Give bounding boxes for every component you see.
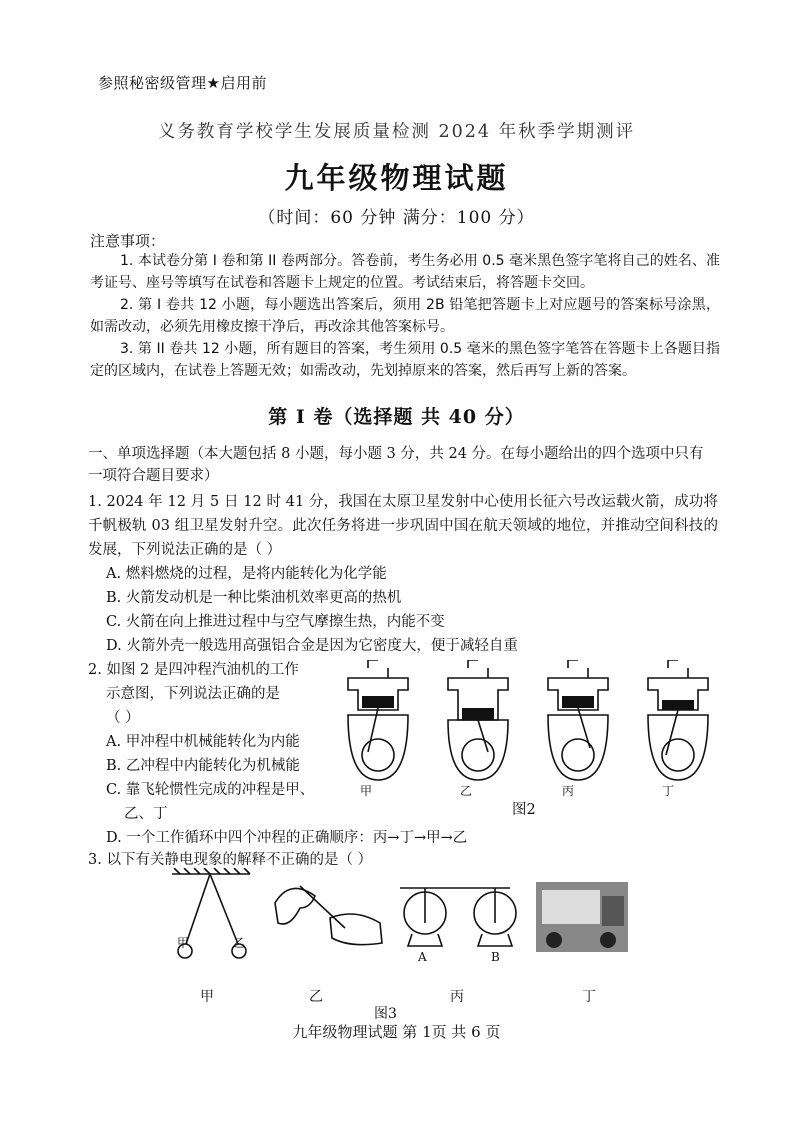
note-item: 2. 第 I 卷共 12 小题，每小题选出答案后，须用 2B 铅笔把答题卡上对应题号的答案标号涂黑，如需改动，必须先用橡皮擦干净后，再改涂其他答案标号。 <box>90 297 720 335</box>
q2-option-b: B. 乙冲程中内能转化为机械能 <box>106 758 300 774</box>
page-footer: 九年级物理试题 第 1页 共 6 页 <box>292 1023 501 1041</box>
electroscope-label-b: B <box>491 950 500 964</box>
engine-label-bing: 丙 <box>562 784 575 798</box>
panel-label-ding: 丁 <box>582 989 596 1005</box>
question-2-stem-line3: （ ） <box>106 710 140 726</box>
q2-option-d: D. 一个工作循环中四个冲程的正确顺序：丙→丁→甲→乙 <box>106 830 468 846</box>
panel-label-jia: 甲 <box>200 989 214 1005</box>
q1-option-d: D. 火箭外壳一般选用高强铝合金是因为它密度大，便于减轻自重 <box>106 638 518 654</box>
q2-option-a: A. 甲冲程中机械能转化为内能 <box>106 734 300 750</box>
figure-2-caption: 图2 <box>512 802 536 818</box>
q2-option-c-cont: 乙、丁 <box>124 806 168 822</box>
page-title: 九年级物理试题 <box>284 161 509 195</box>
q2-option-c: C. 靠飞轮惯性完成的冲程是甲、 <box>106 782 315 798</box>
notes-heading: 注意事项： <box>90 232 166 250</box>
question-2-stem-line1: 2. 如图 2 是四冲程汽油机的工作 <box>88 662 299 678</box>
engine-ding <box>648 660 708 780</box>
electroscope-label-a: A <box>418 950 427 964</box>
secret-label: 参照秘密级管理★启用前 <box>98 74 267 92</box>
note-item: 3. 第 II 卷共 12 小题，所有题目的答案，考生须用 0.5 毫米的黑色签字笔答在答题卡上各题目指定的区域内，在试卷上答题无效；如需改动，先划掉原来的答案，然后再写上新的答案。 <box>90 341 720 379</box>
q1-option-b: B. 火箭发动机是一种比柴油机效率更高的热机 <box>106 590 402 606</box>
note-item: 1. 本试卷分第 I 卷和第 II 卷两部分。答卷前，考生务必用 0.5 毫米黑色签字笔将自己的姓名、准考证号、座号等填写在试卷和答题卡上规定的位置。考试结束后，将答题卡交回。 <box>90 253 720 291</box>
engine-bing <box>548 660 608 780</box>
time-score: （时间：60 分钟 满分：100 分） <box>258 208 535 228</box>
engine-label-yi: 乙 <box>460 784 473 798</box>
question-1-stem: 1. 2024 年 12 月 5 日 12 时 41 分，我国在太原卫星发射中心使用长征六号改运载火箭，成功将千帆极轨 03 组卫星发射升空。此次任务将进一步巩固中国在航天领域的地位，并推动空间科技的发展，下列说法正确的是（ ） <box>88 494 718 558</box>
ball-label-jia: 甲 <box>177 936 190 950</box>
panel-bing-drawing <box>400 888 516 946</box>
q1-option-c: C. 火箭在向上推进过程中与空气摩擦生热，内能不变 <box>106 614 445 630</box>
part-title: 第 I 卷（选择题 共 40 分） <box>268 406 525 428</box>
ball-label-yi: 乙 <box>233 936 246 950</box>
question-2-stem-line2: 示意图，下列说法正确的是 <box>106 686 280 702</box>
panel-label-bing: 丙 <box>450 989 464 1005</box>
engine-label-jia: 甲 <box>360 784 373 798</box>
q1-option-a: A. 燃料燃烧的过程，是将内能转化为化学能 <box>106 566 387 582</box>
panel-yi-drawing <box>275 886 382 945</box>
electrostatics-figure <box>150 868 650 978</box>
section-heading: 一、单项选择题（本大题包括 8 小题，每小题 3 分，共 24 分。在每小题给出的四个选项中只有一项符合题目要求） <box>88 446 704 484</box>
engine-yi <box>448 660 508 780</box>
question-3-stem: 3. 以下有关静电现象的解释不正确的是（ ） <box>88 852 373 868</box>
engine-jia <box>348 660 408 780</box>
engine-figure <box>320 660 720 820</box>
engine-label-ding: 丁 <box>662 784 675 798</box>
organization-title: 义务教育学校学生发展质量检测 2024 年秋季学期测评 <box>157 122 636 142</box>
panel-ding-drawing <box>536 882 628 952</box>
panel-label-yi: 乙 <box>309 989 323 1005</box>
figure-3-caption: 图3 <box>374 1006 397 1022</box>
